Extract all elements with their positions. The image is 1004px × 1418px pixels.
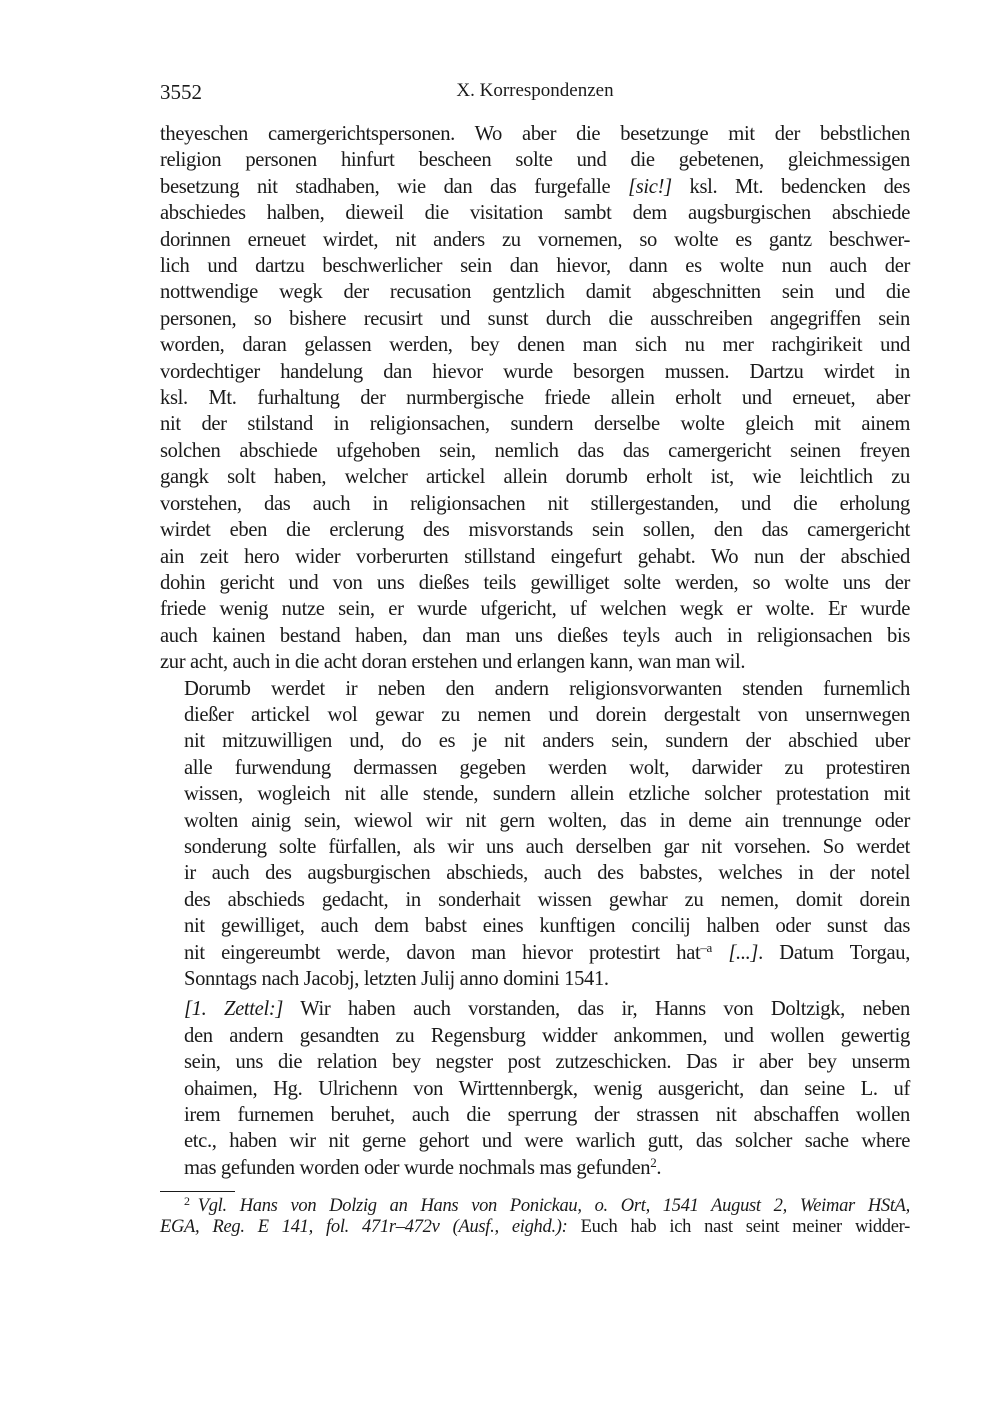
text-line: dießer artickel wol gewar zu nemen und dorein dergestalt von unsernwegen	[184, 703, 910, 726]
footnote-rule	[160, 1191, 235, 1192]
text-line: gangk solt haben, welcher artickel allein dorumb erholt ist, wie leichtlich zu	[160, 466, 910, 489]
editorial-note: [...]	[728, 941, 759, 964]
page-number: 3552	[160, 80, 202, 104]
footnote-citation: Vgl. Hans von Dolzig an Hans von Ponickau, o. Ort, 1541 August 2, Weimar HStA,	[197, 1196, 910, 1216]
editorial-note: [sic!]	[628, 175, 672, 198]
paragraph	[160, 121, 910, 676]
footnote-line-2	[160, 1217, 910, 1238]
text-line: solchen abschiede ufgehoben sein, nemlich das das camergericht seinen freyen	[160, 439, 910, 462]
text-line: dorinnen erneuet wirdet, nit anders zu vornemen, so wolte es gantz beschwer-	[160, 228, 910, 251]
text-line: dohin gericht und von uns dießes teils gewilliget solte werden, so wolte uns der	[160, 571, 910, 594]
paragraph	[160, 996, 910, 1181]
running-title: X. Korrespondenzen	[456, 80, 614, 101]
text-line: wolten ainig sein, wiewol wir nit gern wolten, das in deme ain trennunge oder	[184, 809, 910, 832]
text-line: religion personen hinfurt bescheen solte und die gebetenen, gleichmessigen	[160, 149, 910, 172]
text-line: friede wenig nutze sein, er wurde ufgericht, uf welchen wegk er wolte. Er wurde	[160, 598, 910, 621]
text-line: sein, uns die relation bey negster post zutzeschicken. Das ir aber bey unserm	[184, 1051, 910, 1074]
text-line: besetzung nit stadhaben, wie dan das furgefalle [sic!] ksl. Mt. bedencken des	[160, 175, 910, 198]
text-line: wissen, wogleich nit alle stende, sundern allein etzliche solcher protestation mit	[184, 783, 910, 806]
text-line: sonderung solte fürfallen, als wir uns auch derselben gar nit vorsehen. So werdet	[184, 835, 910, 858]
text-line: nit gewilliget, auch dem babst eines kunftigen concilij halben oder sunst das	[184, 915, 910, 938]
text-line: personen, so bishere recusirt und sunst durch die ausschreiben angegriffen sein	[160, 307, 910, 330]
text-line: ohaimen, Hg. Ulrichenn von Wirttennbergk, wenig ausgericht, dan seine L. uf	[184, 1077, 910, 1100]
text-line: nit mitzuwilligen und, do es je nit anders sein, sundern der abschied uber	[184, 730, 910, 753]
paragraph	[160, 676, 910, 993]
footnote	[160, 1196, 910, 1238]
text-line: etc., haben wir nit gerne gehort und were warlich gutt, das solcher sache where	[184, 1130, 910, 1153]
text-line: alle furwendung dermassen gegeben werden wolt, darwider zu protestiren	[184, 756, 910, 779]
footnote-reference: –a	[700, 939, 712, 955]
page-header	[160, 80, 910, 108]
text-line: Dorumb werdet ir neben den andern religionsvorwanten stenden furnemlich	[184, 677, 910, 700]
text-line: auch kainen bestand haben, dan man uns dießes teyls auch in religionsachen bis	[160, 624, 910, 647]
text-line: nottwendige wegk der recusation gentzlich damit abgeschnitten sein und die	[160, 281, 910, 304]
text-line: des abschieds gedacht, in sonderhait wissen gewhar zu nemen, domit dorein	[184, 888, 910, 911]
text-line: ain zeit hero wider vorberurten stillstand eingefurt gehabt. Wo nun der abschied	[160, 545, 910, 568]
text-line: Sonntags nach Jacobj, letzten Julij anno domini 1541.	[184, 968, 609, 990]
text-line: mas gefunden worden oder wurde nochmals mas gefunden$^2$.	[184, 1154, 662, 1179]
main-text	[160, 121, 910, 1181]
editorial-note: [1. Zettel:]	[184, 998, 284, 1021]
footnote-mark: 2	[184, 1194, 190, 1208]
footnote-reference: 2	[650, 1154, 657, 1170]
text-line: worden, daran gelassen werden, bey denen man sich nu mer rachgirikeit und	[160, 334, 910, 357]
footnote-line-1	[160, 1196, 910, 1217]
text-line: [1. Zettel:] Wir haben auch vorstanden, das ir, Hanns von Doltzigk, neben	[184, 998, 911, 1021]
text-line: ksl. Mt. furhaltung der nurmbergische friede allein erholt und erneuet, aber	[160, 387, 910, 410]
text-line: wirdet eben die erclerung des misvorstands sein sollen, den das camergericht	[160, 519, 910, 542]
text-line: ir auch des augsburgischen abschieds, auch des babstes, welches in der notel	[184, 862, 910, 885]
text-line: vorstehen, das auch in religionsachen nit stillergestanden, und die erholung	[160, 492, 910, 515]
text-line: theyeschen camergerichtspersonen. Wo aber die besetzunge mit der bebstlichen	[160, 123, 910, 145]
text-line: nit eingereumbt werde, davon man hievor protestirt hat$^{-a}$ [...]. Datum Torgau,	[184, 939, 910, 964]
text-line: abschiedes halben, dieweil die visitation sambt dem augsburgischen abschiede	[160, 202, 910, 225]
text-line: nit der stilstand in religionsachen, sundern derselbe wolte gleich mit ainem	[160, 413, 910, 436]
footnote-quote: Euch hab ich nast seint meiner widder-	[567, 1217, 910, 1237]
text-line: irem furnemen beruhet, auch die sperrung der strassen nit abschaffen wollen	[184, 1104, 910, 1127]
text-line: den andern gesandten zu Regensburg widder ankommen, und wollen gewertig	[184, 1024, 910, 1047]
text-line: zur acht, auch in die acht doran erstehen und erlangen kann, wan man wil.	[160, 651, 746, 674]
text-line: vordechtiger handelung dan hievor wurde besorgen mussen. Dartzu wirdet in	[160, 360, 910, 383]
text-line: lich und dartzu beschwerlicher sein dan hievor, dann es wolte nun auch der	[160, 255, 910, 278]
footnote-citation-cont: EGA, Reg. E 141, fol. 471r–472v (Ausf., eighd.):	[160, 1217, 568, 1237]
